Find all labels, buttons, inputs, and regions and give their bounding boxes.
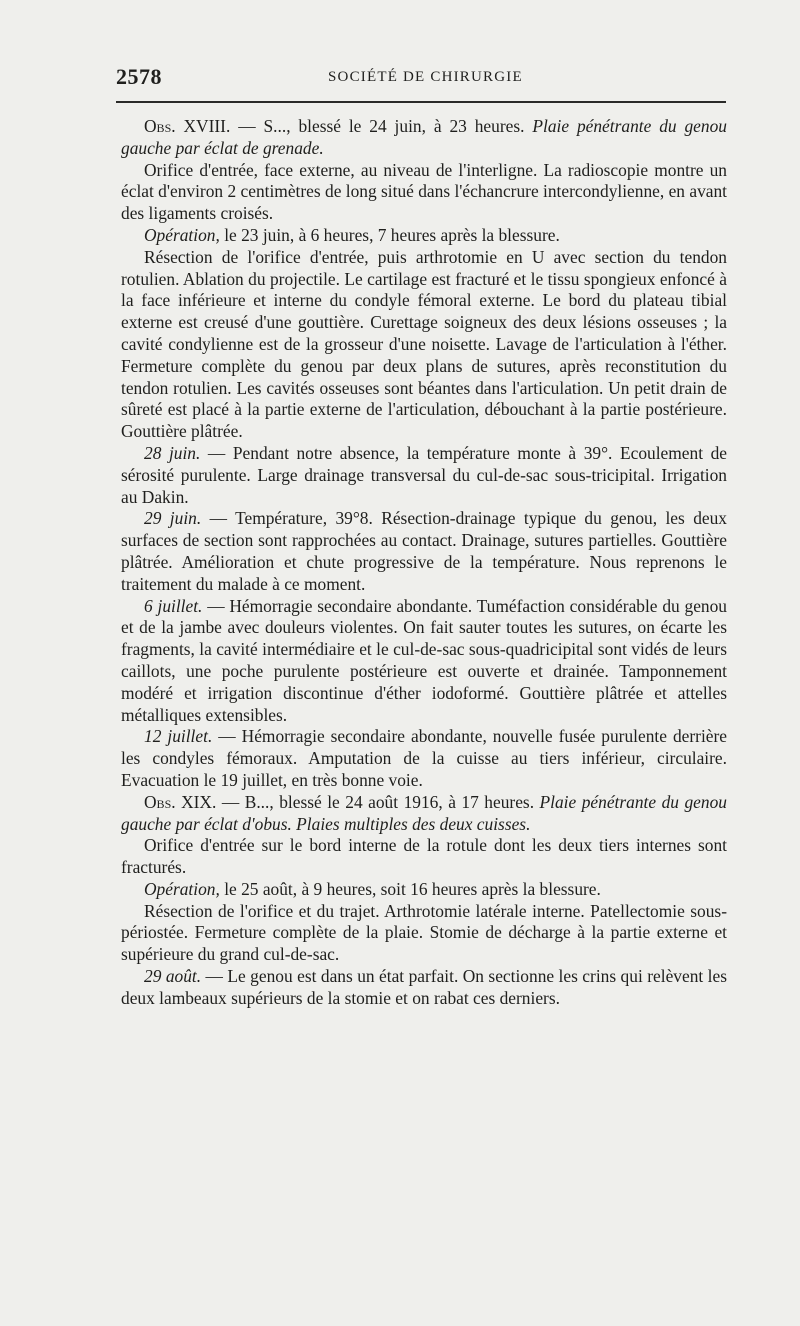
page-number: 2578 [116, 64, 162, 89]
obs-19-operation-label: Opération, [144, 878, 220, 899]
obs-18-date-29-juin: 29 juin. [144, 508, 202, 529]
page-header [116, 64, 726, 88]
header-rule [116, 101, 726, 103]
obs-19-heading [121, 792, 727, 836]
obs-18-operation-text: le 23 juin, à 6 heures, 7 heures après la blessure. [219, 224, 560, 245]
obs-19-orifice: Orifice d'entrée sur le bord interne de la rotule dont les deux tiers internes sont fracturés. [121, 835, 727, 878]
obs-18-entry-28-juin [121, 443, 727, 508]
obs-18-text-12-juillet: — Hémorragie secondaire abondante, nouvelle fusée purulente derrière les condyles fémoraux. Amputation de la cuisse au tiers inférieur, circulaire. Evacuation le 19 juillet, en très bonne voie. [121, 726, 727, 790]
obs-19-label: Obs. XIX. [144, 791, 217, 812]
obs-18-heading [121, 116, 727, 160]
running-title: SOCIÉTÉ DE CHIRURGIE [328, 69, 523, 85]
obs-18-date-28-juin: 28 juin. [144, 442, 201, 463]
obs-19-date-29-aout: 29 août. [144, 966, 202, 987]
obs-18-entry-6-juillet [121, 596, 727, 727]
obs-18-orifice: Orifice d'entrée, face externe, au niveau de l'interligne. La radioscopie montre un éclat d'environ 2 centimètres de long situé dans l'échancrure intercondylienne, en avant des ligaments croisés. [121, 159, 728, 224]
obs-18-text-29-juin: — Température, 39°8. Résection-drainage typique du genou, les deux surfaces de section sont rapprochées au contact. Drainage, sutures partielles. Gouttière plâtrée. Amélioration et chute progressive de la température. Nous reprenons le traitement du malade à ce moment. [121, 508, 727, 594]
obs-18-text-6-juillet: — Hémorragie secondaire abondante. Tuméfaction considérable du genou et de la jambe avec douleurs violentes. On fait sauter toutes les sutures, on écarte les fragments, la cavité intermédiaire et le cul-de-sac sous-quadricipital sont vidés de leurs caillots, une poche purulente postérieure est ouverte et drainée. Tamponnement modéré et irrigation discontinue d'éther iodoformé. Gouttière plâtrée et attelles métalliques extensibles. [121, 595, 727, 725]
obs-19-resection: Résection de l'orifice et du trajet. Arthrotomie latérale interne. Patellectomie sous-périostée. Fermeture complète de la plaie. Stomie de décharge à la partie externe et supérieure du grand cul-de-sac. [121, 900, 727, 965]
obs-18-entry-12-juillet [121, 726, 727, 791]
body-text [121, 116, 727, 1010]
obs-18-operation [121, 225, 727, 247]
obs-18-entry-29-juin [121, 508, 727, 595]
obs-18-date-12-juillet: 12 juillet. [144, 726, 213, 747]
obs-18-label: Obs. XVIII. [144, 116, 231, 136]
obs-18-date-6-juillet: 6 juillet. [144, 595, 203, 616]
obs-18-intro: — S..., blessé le 24 juin, à 23 heures. [230, 116, 533, 136]
obs-18-title: Plaie pénétrante du genou gauche par éclat de grenade. [121, 116, 727, 158]
obs-19-entry-29-aout [121, 966, 727, 1010]
obs-19-title: Plaie pénétrante du genou gauche par éclat d'obus. Plaies multiples des deux cuisses. [121, 791, 727, 834]
obs-18-resection: Résection de l'orifice d'entrée, puis arthrotomie en U avec section du tendon rotulien. Ablation du projectile. Le cartilage est fracturé et le tissu spongieux enfoncé à la face inférieure et interne du condyle fémoral externe. Le bord du plateau tibial externe est creusé d'une gouttière. Curettage soigneux des deux lésions osseuses ; la cavité condylienne est de la grosseur d'une noisette. Lavage de l'articulation à l'éther. Fermeture complète du genou par deux plans de sutures, après reconstitution du tendon rotulien. Les cavités osseuses sont béantes dans l'articulation. Un petit drain de sûreté est placé à la partie externe de l'articulation, débouchant à la partie postérieure. Gouttière plâtrée. [121, 246, 727, 442]
obs-19-operation [121, 879, 727, 901]
obs-18-text-28-juin: — Pendant notre absence, la température monte à 39°. Ecoulement de sérosité purulente. Large drainage transversal du cul-de-sac sous-tricipital. Irrigation au Dakin. [121, 442, 728, 507]
obs-18-operation-label: Opération, [144, 224, 220, 245]
obs-19-text-29-aout: — Le genou est dans un état parfait. On sectionne les crins qui relèvent les deux lambeaux supérieurs de la stomie et on rabat ces derniers. [121, 966, 727, 1008]
obs-19-intro: — B..., blessé le 24 août 1916, à 17 heures. [216, 791, 540, 812]
obs-19-operation-text: le 25 août, à 9 heures, soit 16 heures après la blessure. [219, 878, 601, 899]
